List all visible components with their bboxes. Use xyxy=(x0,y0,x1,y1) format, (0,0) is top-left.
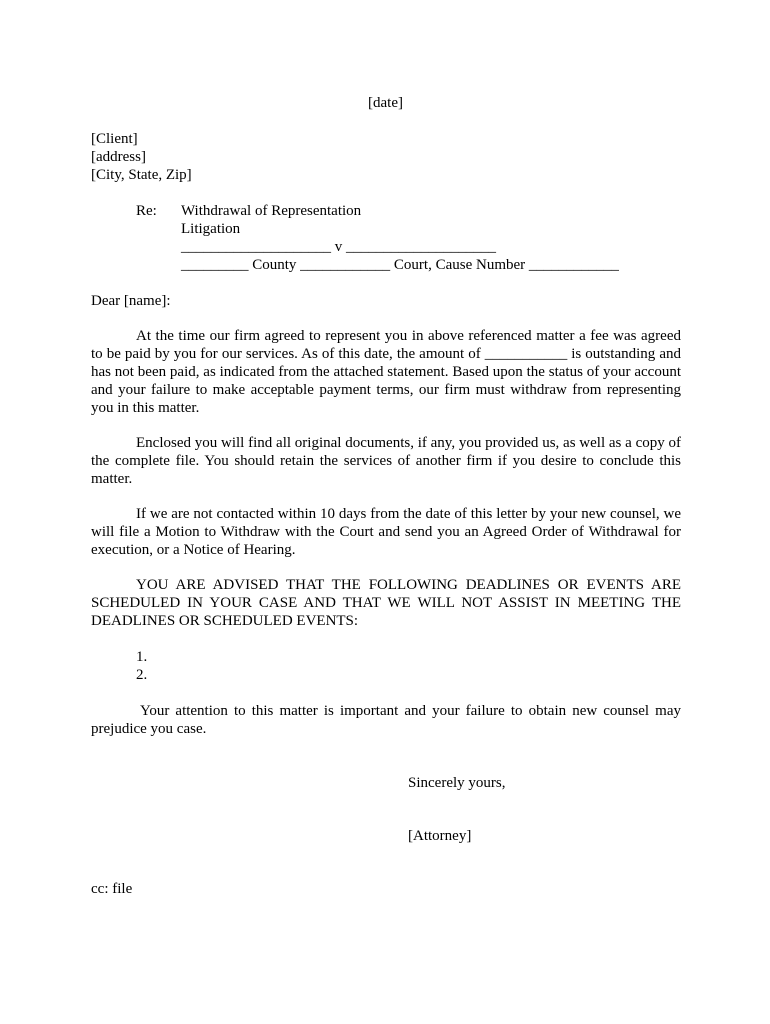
list-item: 1. xyxy=(136,649,148,665)
closing: Sincerely yours, xyxy=(408,775,506,791)
paragraph-enclosed-documents: Enclosed you will find all original documents, if any, you provided us, as well as a copy of the complete file. You should retain the services of another firm if you desire to conclude this matter. xyxy=(91,435,681,487)
paragraph-deadlines-notice: YOU ARE ADVISED THAT THE FOLLOWING DEADLINES OR EVENTS ARE SCHEDULED IN YOUR CASE AND THAT WE WILL NOT ASSIST IN MEETING THE DEADLINES OR SCHEDULED EVENTS: xyxy=(91,577,681,629)
re-court-line: _________ County ____________ Court, Cause Number ____________ xyxy=(181,257,619,273)
signature: [Attorney] xyxy=(408,828,472,844)
re-subject-line1: Withdrawal of Representation xyxy=(181,203,362,219)
recipient-client: [Client] xyxy=(91,131,138,147)
salutation: Dear [name]: xyxy=(91,293,171,309)
re-label: Re: xyxy=(136,203,157,219)
recipient-city-state-zip: [City, State, Zip] xyxy=(91,167,192,183)
letter-date: [date] xyxy=(368,95,403,111)
paragraph-attention: Your attention to this matter is important and your failure to obtain new counsel may prejudice you case. xyxy=(91,703,681,737)
paragraph-fee: At the time our firm agreed to represent you in above referenced matter a fee was agreed to be paid by you for our services. As of this date, the amount of ___________ is outstanding and has not been paid, as indicated from the attached statement. Based upon the status of your account and your failure to make acceptable payment terms, our firm must withdraw from representing you in this matter. xyxy=(91,328,681,416)
re-subject-line2: Litigation xyxy=(181,221,241,237)
paragraph-motion-to-withdraw: If we are not contacted within 10 days from the date of this letter by your new counsel, we will file a Motion to Withdraw with the Court and send you an Agreed Order of Withdrawal for execution, or a Notice of Hearing. xyxy=(91,506,681,558)
cc-line: cc: file xyxy=(91,881,133,897)
list-item: 2. xyxy=(136,667,148,683)
recipient-address: [address] xyxy=(91,149,146,165)
re-parties-line: ____________________ v ____________________ xyxy=(181,239,496,255)
